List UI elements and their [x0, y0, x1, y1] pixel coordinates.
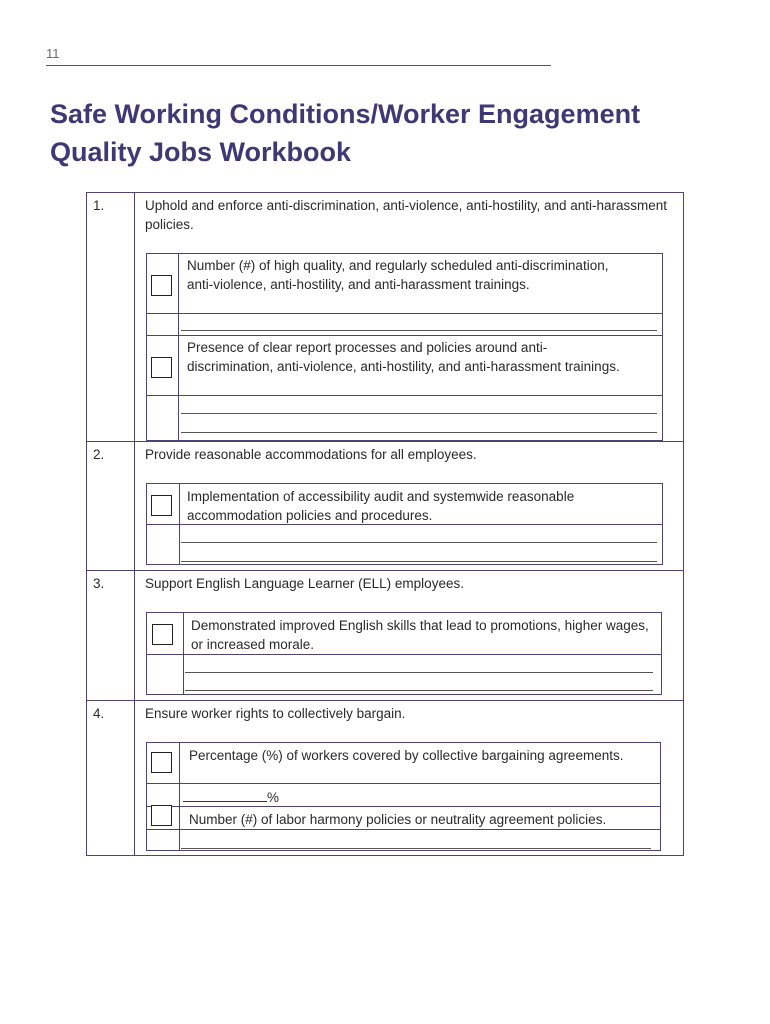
answer-line[interactable] [181, 561, 657, 562]
page-title [50, 95, 640, 171]
page-number: 11 [46, 46, 60, 61]
answer-line[interactable] [181, 848, 651, 849]
section-heading: Provide reasonable accommodations for all employees. [145, 447, 477, 462]
section-heading: Uphold and enforce anti-discrimination, anti-violence, anti-hostility, and anti-harassment policies. [145, 198, 668, 232]
number-column-divider [134, 192, 135, 856]
item-text: Percentage (%) of workers covered by collective bargaining agreements. [189, 748, 624, 763]
answer-line[interactable] [185, 672, 653, 673]
item-checkbox[interactable] [151, 805, 172, 826]
title-line-1: Safe Working Conditions/Worker Engagement [50, 99, 641, 129]
section-heading: Support English Language Learner (ELL) employees. [145, 576, 464, 591]
item-checkbox[interactable] [151, 357, 172, 378]
item-checkbox[interactable] [151, 495, 172, 516]
section-separator [86, 570, 684, 571]
row-divider [146, 395, 663, 396]
row-divider [146, 783, 661, 784]
answer-line[interactable] [181, 542, 657, 543]
percentage-blank[interactable] [183, 788, 267, 802]
answer-line[interactable] [185, 690, 653, 691]
item-text: Presence of clear report processes and policies around anti-discrimination, anti-violence, anti-hostility, and anti-harassment trainings. [187, 340, 620, 374]
row-divider [146, 806, 661, 807]
section-number: 3. [93, 576, 105, 591]
section-number: 2. [93, 447, 105, 462]
answer-line[interactable] [181, 413, 657, 414]
row-divider [146, 335, 663, 336]
item-text: Demonstrated improved English skills that lead to promotions, higher wages, or increased morale. [191, 618, 649, 652]
item-checkbox[interactable] [152, 624, 173, 645]
section-number: 4. [93, 706, 105, 721]
percentage-field[interactable] [183, 788, 279, 805]
row-divider [146, 654, 662, 655]
row-divider [146, 829, 661, 830]
percent-sign: % [267, 790, 280, 805]
answer-line[interactable] [181, 330, 657, 331]
section-number: 1. [93, 198, 105, 213]
section-separator [86, 700, 684, 701]
item-text: Implementation of accessibility audit and systemwide reasonable accommodation policies and procedures. [187, 489, 575, 523]
header-rule [46, 65, 551, 66]
section-heading: Ensure worker rights to collectively bargain. [145, 706, 406, 721]
item-text: Number (#) of high quality, and regularly scheduled anti-discrimination, anti-violence, anti-hostility, and anti-harassment trainings. [187, 258, 609, 292]
checkbox-column-divider [179, 742, 180, 851]
row-divider [146, 313, 663, 314]
section-separator [86, 441, 684, 442]
item-text: Number (#) of labor harmony policies or neutrality agreement policies. [189, 812, 607, 827]
answer-line[interactable] [181, 432, 657, 433]
title-line-2: Quality Jobs Workbook [50, 137, 352, 167]
item-checkbox[interactable] [151, 275, 172, 296]
item-checkbox[interactable] [151, 752, 172, 773]
